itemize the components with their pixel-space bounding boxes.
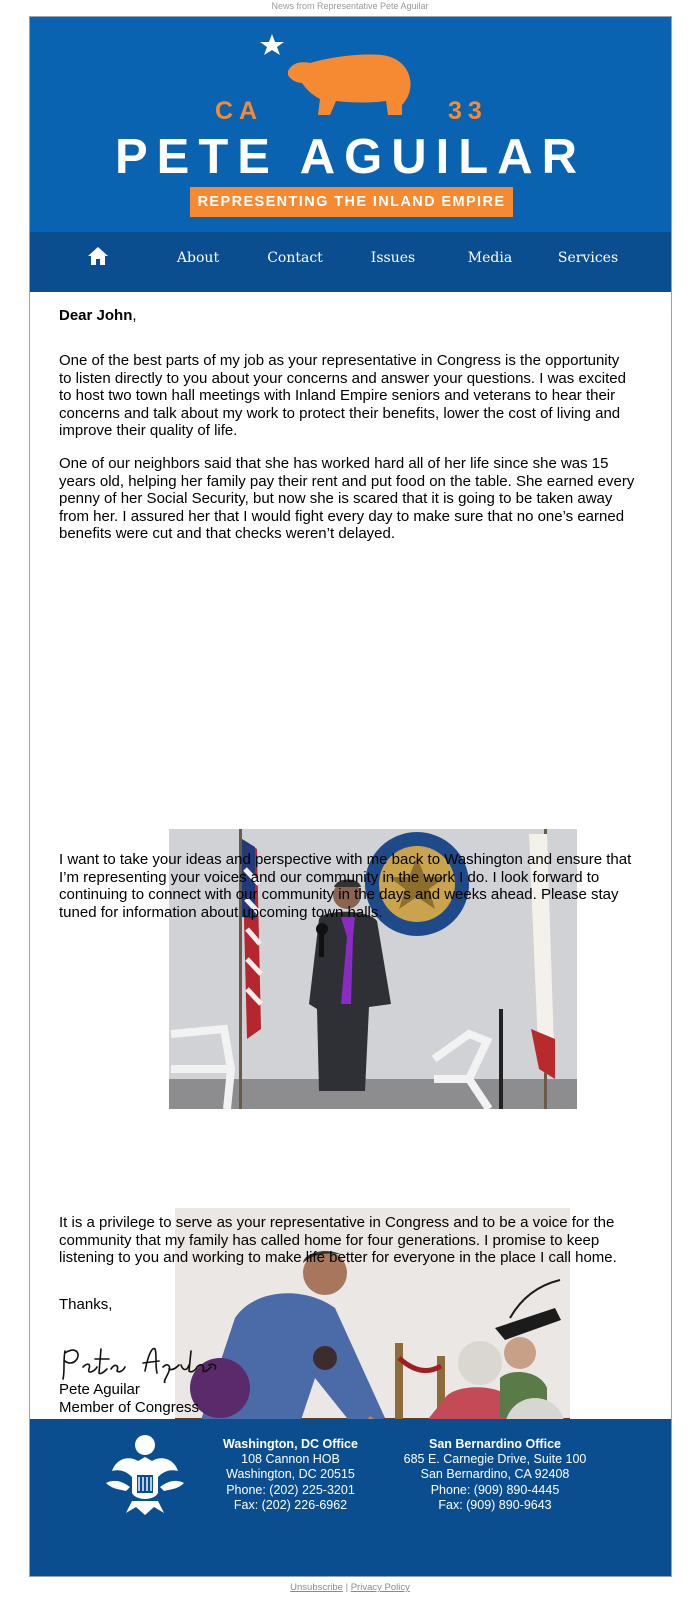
home-icon[interactable]: [87, 245, 109, 267]
paragraph-1: One of the best parts of my job as your representative in Congress is the opportunity to listen directly to you about your concerns and answer your questions. I was excited to host two town hall meetings with Inland Empire seniors and veterans to hear their concerns and talk about my work to protect their benefits, lower the cost of living and improve their quality of life.: [59, 352, 626, 440]
office-san-bernardino: [400, 1437, 590, 1513]
footer: [30, 1419, 671, 1576]
paragraph-3: I want to take your ideas and perspective with me back to Washington and ensure that I’m representing your voices and our community in the work I do. I look forward to continuing to connect with our community in the days and weeks ahead. Please stay tuned for information about upcoming town halls.: [59, 851, 632, 921]
office-washington-line: Washington, DC 20515: [226, 1467, 355, 1482]
banner-state: CA: [215, 97, 264, 125]
sender-name: Pete Aguilar: [59, 1381, 140, 1398]
preheader-text: News from Representative Pete Aguilar: [271, 1, 429, 11]
nav-bar: [30, 232, 671, 292]
link-separator: |: [345, 1582, 349, 1593]
california-bear-icon: [288, 54, 411, 115]
nav-services[interactable]: Services: [557, 250, 619, 266]
sender-title: Member of Congress: [59, 1398, 200, 1416]
banner-tagline: REPRESENTING THE INLAND EMPIRE: [190, 187, 513, 217]
congressional-seal-icon: [102, 1431, 188, 1517]
header-banner: [30, 17, 671, 232]
office-san-bernardino-line: San Bernardino, CA 92408: [420, 1467, 570, 1482]
office-san-bernardino-line: 685 E. Carnegie Drive, Suite 100: [403, 1452, 587, 1467]
privacy-policy-link[interactable]: Privacy Policy: [350, 1582, 410, 1593]
greeting-punct: ,: [132, 307, 137, 324]
unsubscribe-link[interactable]: Unsubscribe: [290, 1582, 343, 1593]
nav-contact[interactable]: Contact: [267, 250, 323, 266]
office-washington-phone: Phone: (202) 225-3201: [226, 1482, 355, 1497]
banner-name: PETE AGUILAR: [115, 130, 586, 184]
paragraph-2: One of our neighbors said that she has worked hard all of her life since she was 15 years old, helping her family pay their rent and put food on the table. She earned every penny of her Social Security, but now she is scared that it is going to be taken away from her. I assured her that I would fight every day to make sure that no one’s earned benefits were cut and that checks weren’t delayed.: [59, 455, 635, 543]
signature-block: [59, 1381, 199, 1416]
office-san-bernardino-phone: Phone: (909) 890-4445: [430, 1482, 560, 1497]
paragraph-4: It is a privilege to serve as your representative in Congress and to be a voice for the community that my family has called home for four generations. I promise to keep listening to you and working to make life better for everyone in the place I call home.: [59, 1214, 617, 1267]
banner-district: 33: [448, 97, 488, 125]
office-san-bernardino-fax: Fax: (909) 890-9643: [438, 1497, 552, 1512]
greeting: [59, 307, 137, 325]
greeting-name: Dear John: [59, 307, 133, 324]
office-washington-title: Washington, DC Office: [223, 1437, 358, 1451]
office-washington: [220, 1437, 361, 1513]
office-san-bernardino-title: San Bernardino Office: [429, 1437, 561, 1451]
star-icon: [260, 34, 284, 55]
office-washington-line: 108 Cannon HOB: [241, 1452, 340, 1467]
office-washington-fax: Fax: (202) 226-6962: [233, 1497, 348, 1512]
closing: Thanks,: [59, 1296, 113, 1313]
nav-issues[interactable]: Issues: [370, 250, 416, 266]
footer-links: [0, 1582, 700, 1593]
nav-media[interactable]: Media: [467, 250, 513, 266]
signature-image: [59, 1341, 219, 1383]
nav-about[interactable]: About: [176, 250, 220, 266]
email-container: [29, 16, 672, 1577]
